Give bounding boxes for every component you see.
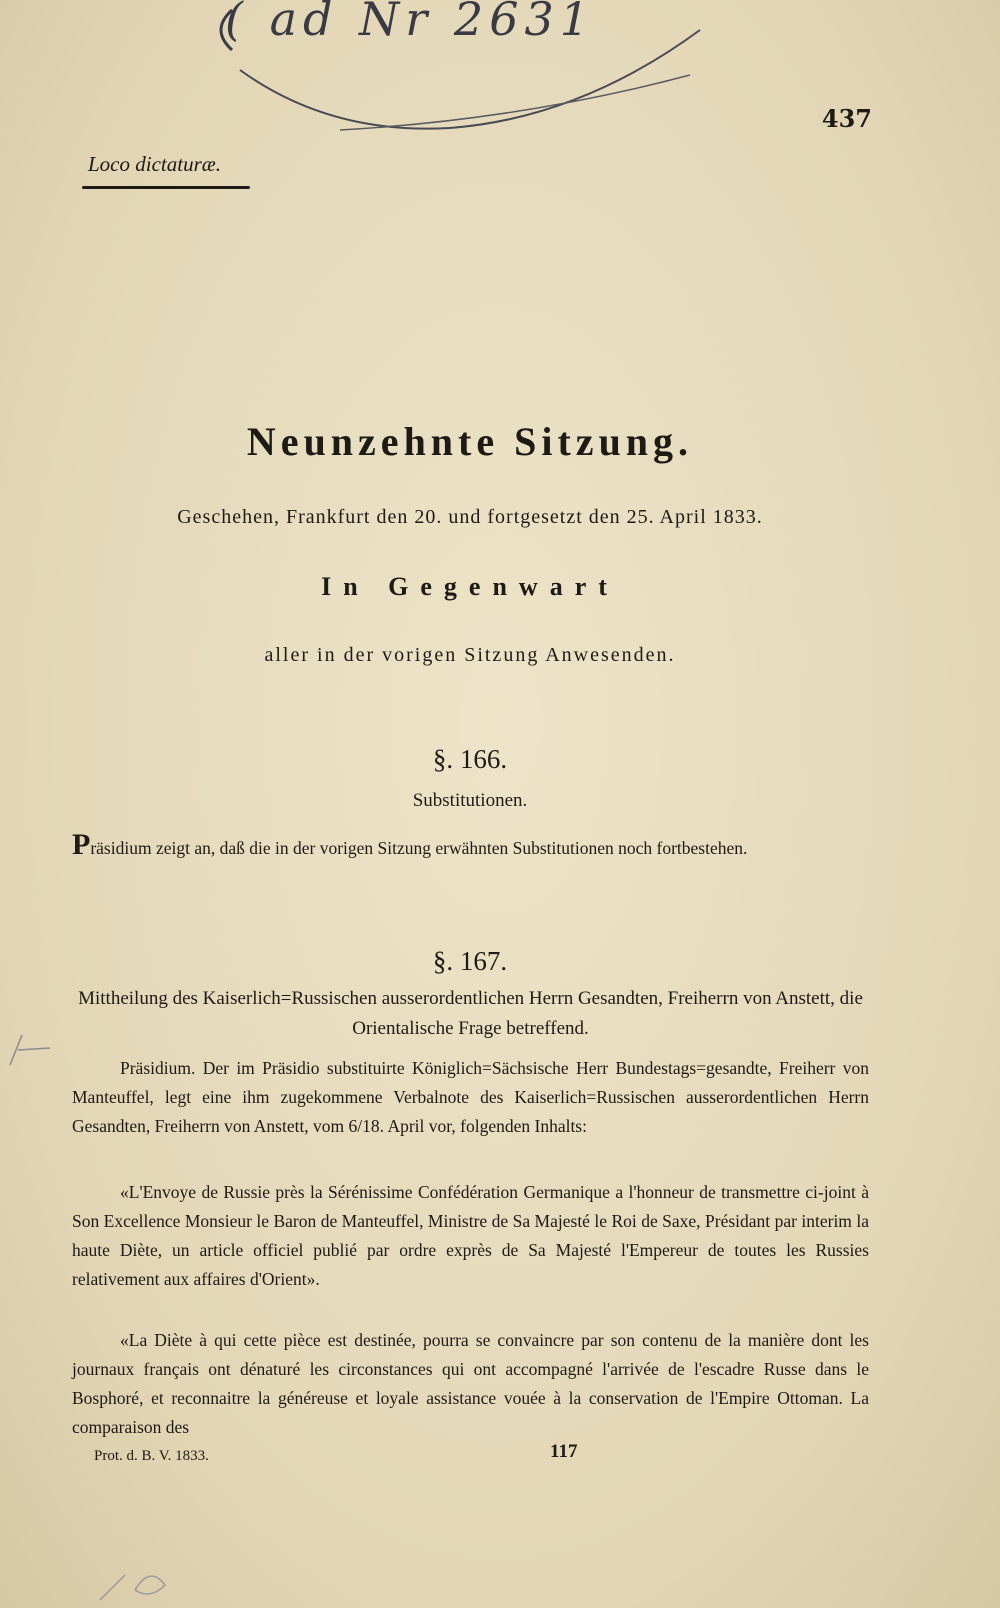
session-title: Neunzehnte Sitzung. — [246, 419, 694, 464]
section-166-text — [72, 830, 869, 863]
section-167-heading: Mittheilung des Kaiserlich=Russischen ausserordentlichen Herrn Gesandten, Freiherrn von Anstett, die Orientalische Frage betreffend. — [78, 988, 863, 1039]
session-date-line: Geschehen, Frankfurt den 20. und fortgesetzt den 25. April 1833. — [177, 506, 763, 528]
section-166-number: §. 166. — [432, 744, 508, 774]
bottom-pencil-mark — [90, 1560, 210, 1605]
loco-underline — [82, 186, 250, 189]
margin-pencil-mark — [0, 1020, 80, 1080]
section-166-heading: Substitutionen. — [412, 790, 528, 811]
section-167-para-1: Präsidium. Der im Präsidio substituirte Königlich=Sächsische Herr Bundestags=gesandte, Freiherr von Manteuffel, legt eine ihm zugekommene Verbalnote des Kaiserlich=Russischen ausserordentlichen Herrn Gesandten, Freiherrn von Anstett, vom 6/18. April vor, folgenden Inhalts: — [72, 1058, 869, 1136]
drop-initial: P — [72, 828, 91, 861]
section-167-para-3: «La Diète à qui cette pièce est destinée, pourra se convaincre par son contenu de la manière dont les journaux français ont dénaturé les circonstances qui ont accompagné l'arrivée de l'escadre Russe dans le Bosphoré, et reconnaitre la généreuse et loyale assistance vouée à la conservation de l'Empire Ottoman. La comparaison des — [72, 1330, 869, 1437]
presence-heading: In Gegenwart — [321, 572, 619, 601]
footer-reference: Prot. d. B. V. 1833. — [94, 1448, 209, 1464]
section-166-body: räsidium zeigt an, daß die in der vorigen Sitzung erwähnten Substitutionen noch fortbestehen. — [90, 838, 748, 858]
page-number: 437 — [821, 104, 872, 133]
attendees-line: aller in der vorigen Sitzung Anwesenden. — [264, 644, 676, 666]
section-167-para-2: «L'Envoye de Russie près la Sérénissime Confédération Germanique a l'honneur de transmettre ci-joint à Son Excellence Monsieur le Baron de Manteuffel, Ministre de Sa Majesté le Roi de Saxe, Présidant par interim la haute Diète, un article officiel publié par ordre exprès de Sa Majesté l'Empereur de toutes les Russies relativement aux affaires d'Orient». — [72, 1182, 869, 1289]
loco-dictaturae: Loco dictaturæ. — [88, 152, 222, 176]
handwritten-note: ( ad Nr 2631 — [225, 0, 595, 46]
section-167-number: §. 167. — [432, 946, 508, 976]
signature-number: 117 — [550, 1441, 578, 1462]
